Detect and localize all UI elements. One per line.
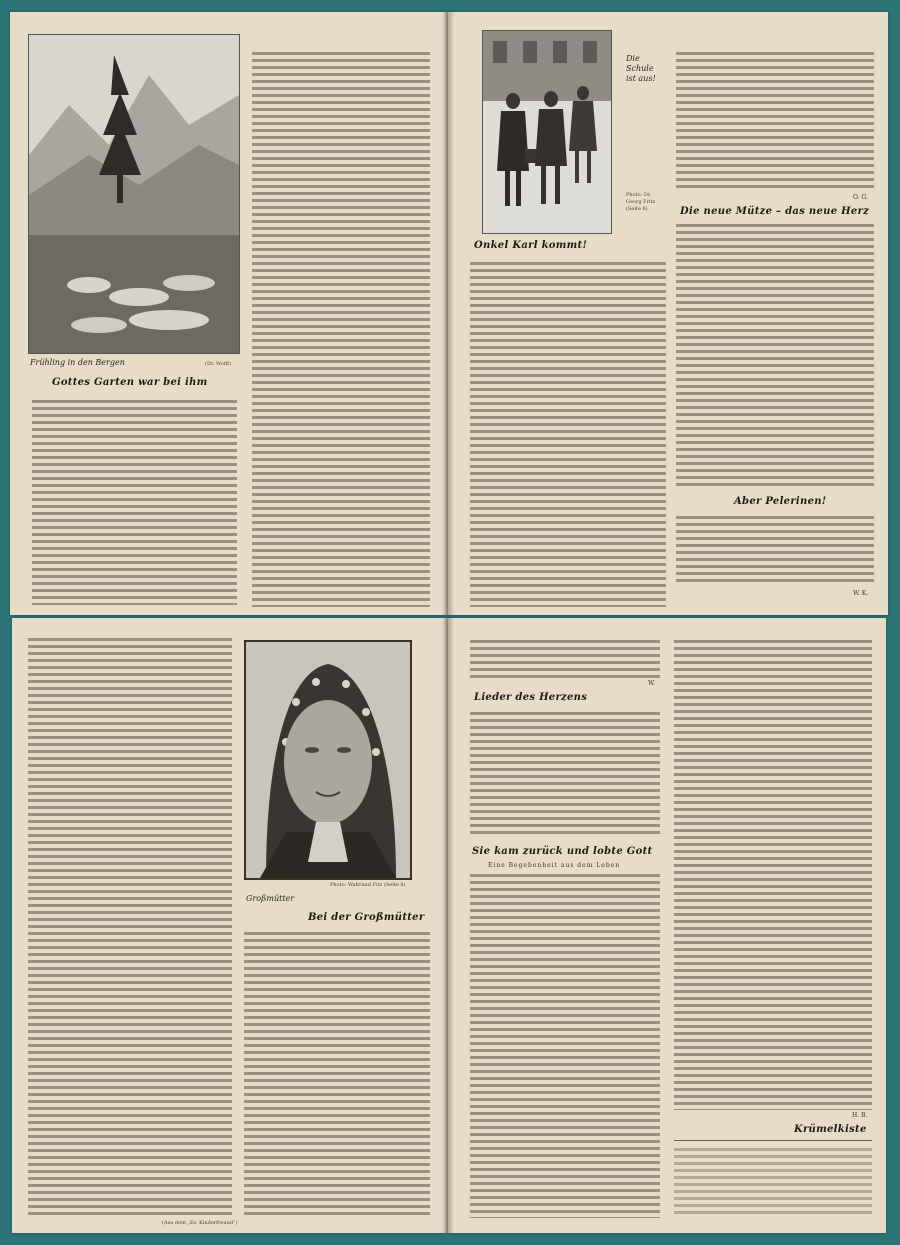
- article-heading-pelerinen: Aber Pelerinen!: [734, 496, 827, 507]
- article-heading-sie-kam: Sie kam zurück und lobte Gott: [472, 846, 653, 857]
- photo-caption: Frühling in den Bergen: [30, 358, 125, 367]
- article-heading: Bei der Großmütter: [308, 912, 425, 923]
- article-heading-onkel-karl: Onkel Karl kommt!: [474, 240, 588, 251]
- article-heading-kruemelkiste: Krümelkiste: [794, 1124, 867, 1135]
- signature: W.: [648, 680, 656, 687]
- article-body-text-right-mid: [676, 224, 874, 489]
- photo-credit: (Dr. Wolff): [205, 361, 231, 367]
- article-body-text-right: [244, 932, 430, 1217]
- article-body-text-right-bottom: [676, 516, 874, 586]
- article-body-text: [470, 262, 666, 607]
- divider: [674, 1140, 872, 1141]
- signature: O. G.: [853, 194, 868, 201]
- article-body-text-left: [28, 638, 232, 1218]
- article-body-text-top: [470, 640, 660, 678]
- photo-credit: Photo: Dr. Georg Fritz (Seite 6): [626, 192, 656, 212]
- signature: W. K.: [853, 590, 869, 597]
- source-note: (Aus dem „Ev. Kinderfreund“): [162, 1220, 238, 1226]
- photo-school-out: [482, 30, 612, 234]
- article-heading-neue-muetze: Die neue Mütze – das neue Herz: [680, 206, 870, 217]
- page-bottom-right: [448, 618, 886, 1233]
- article-body-text-right: [252, 52, 430, 607]
- article-body-text-small: [674, 1148, 872, 1218]
- article-subheading: Eine Begebenheit aus dem Leben: [488, 862, 621, 869]
- page-bottom-left: [12, 618, 448, 1233]
- article-body-text-right-top: [676, 52, 874, 192]
- article-heading-lieder: Lieder des Herzens: [474, 692, 588, 703]
- article-body-text-right: [674, 640, 872, 1110]
- page-top-right: [448, 12, 888, 615]
- article-body-text: [470, 712, 660, 834]
- photo-grandmother-portrait: [244, 640, 412, 880]
- portrait-credit: Photo: Waltraud Fitz (Seite 8): [330, 882, 406, 888]
- signature: H. B.: [852, 1112, 868, 1119]
- page-top-left: [10, 12, 448, 615]
- portrait-caption: Großmütter: [246, 894, 295, 903]
- article-heading: Gottes Garten war bei ihm: [52, 377, 208, 388]
- article-body-text: [32, 400, 237, 605]
- photo-side-caption: Die Schule ist aus!: [626, 54, 656, 83]
- photo-mountain-sheep: [28, 34, 240, 354]
- article-body-text-long: [470, 874, 660, 1218]
